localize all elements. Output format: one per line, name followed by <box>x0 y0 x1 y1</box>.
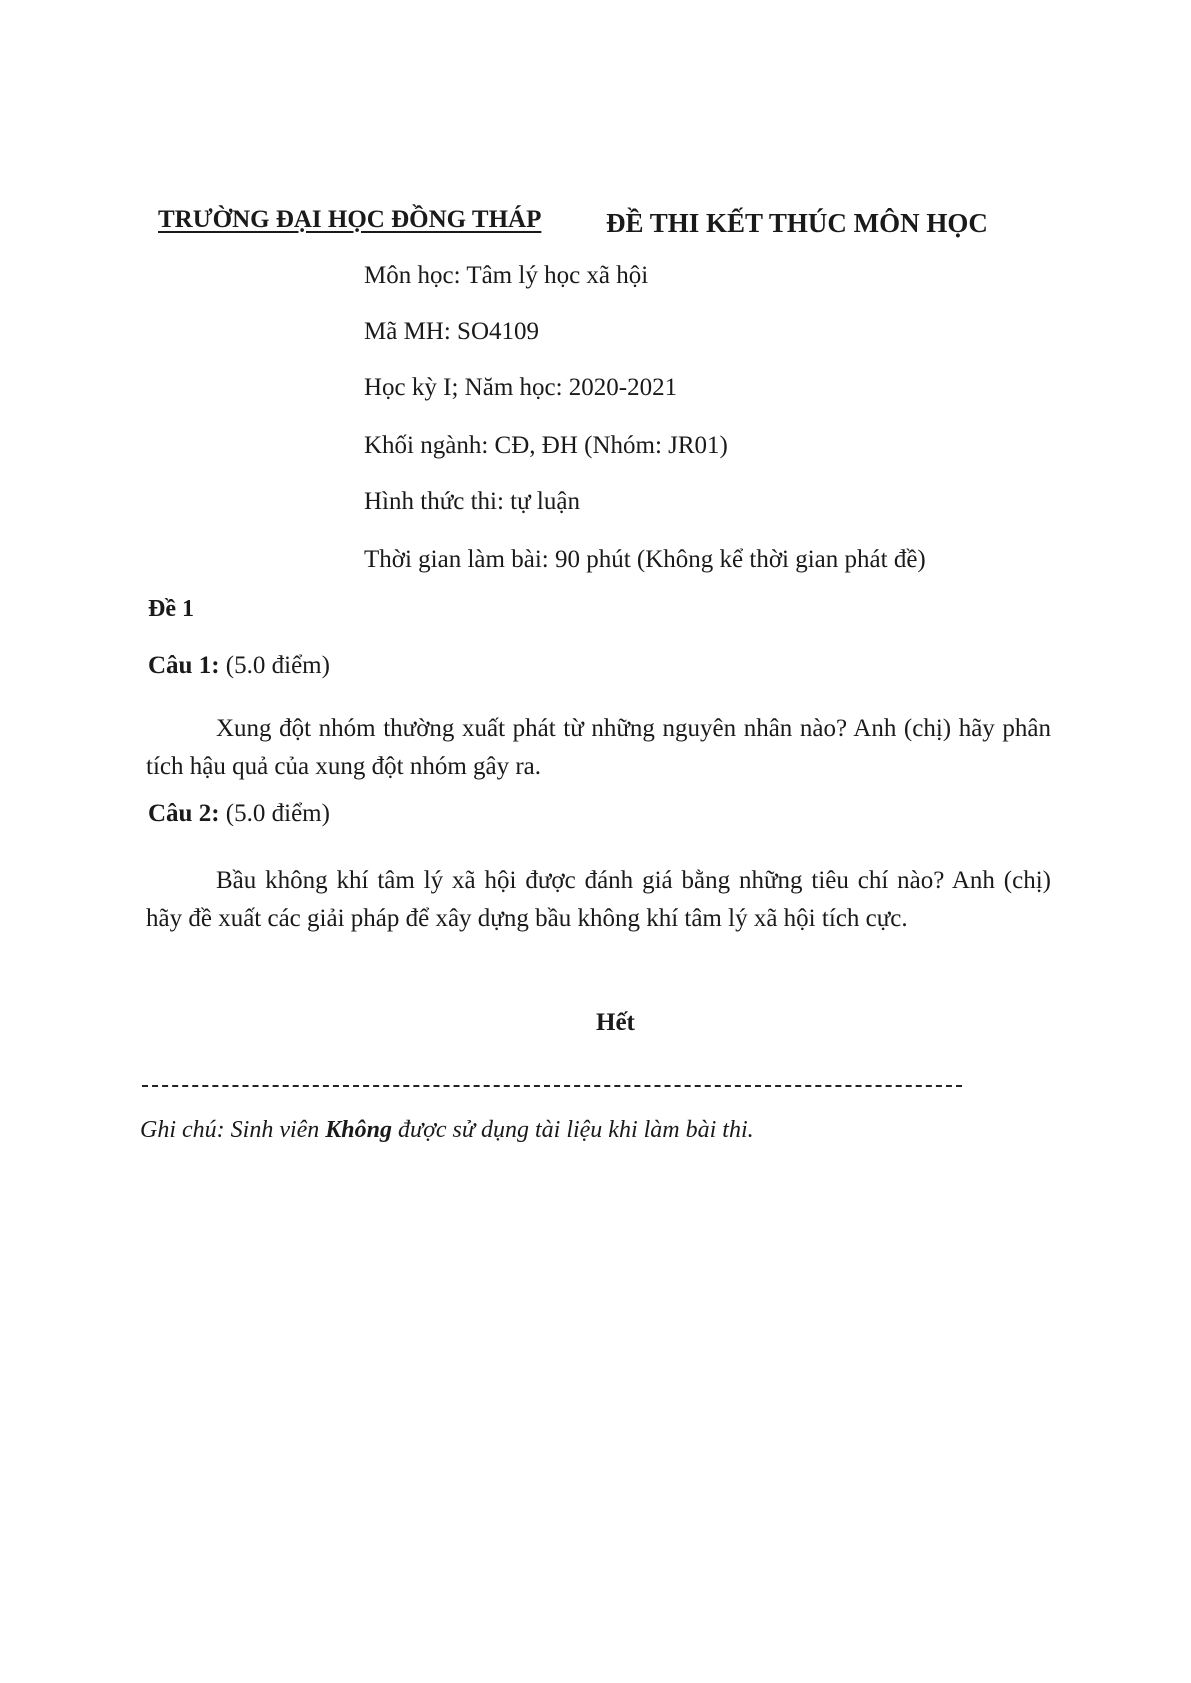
exam-variant-title: Đề 1 <box>148 596 194 622</box>
subject-line: Môn học: Tâm lý học xã hội <box>364 262 649 289</box>
group-line: Khối ngành: CĐ, ĐH (Nhóm: JR01) <box>364 432 728 459</box>
dashed-divider <box>142 1085 962 1087</box>
footnote-suffix: được sử dụng tài liệu khi làm bài thi. <box>392 1117 754 1143</box>
question-2-points: (5.0 điểm) <box>225 800 330 827</box>
question-1-label: Câu 1: <box>148 652 220 679</box>
question-1-header <box>148 652 330 680</box>
question-1-points: (5.0 điểm) <box>225 652 330 679</box>
question-1-text: Xung đột nhóm thường xuất phát từ những nguyên nhân nào? Anh (chị) hãy phân tích hậu quả của xung đột nhóm gây ra. <box>146 715 1051 780</box>
term-line: Học kỳ I; Năm học: 2020-2021 <box>364 374 678 401</box>
footnote-emphasis: Không <box>325 1117 392 1143</box>
footnote <box>140 1117 754 1144</box>
question-2-text: Bầu không khí tâm lý xã hội được đánh giá bằng những tiêu chí nào? Anh (chị) hãy đề xuất các giải pháp để xây dựng bầu không khí tâm lý xã hội tích cực. <box>146 867 1051 932</box>
university-name: TRƯỜNG ĐẠI HỌC ĐỒNG THÁP <box>158 206 542 233</box>
course-code-line: Mã MH: SO4109 <box>364 318 540 345</box>
exam-title: ĐỀ THI KẾT THÚC MÔN HỌC <box>606 208 988 238</box>
duration-line: Thời gian làm bài: 90 phút (Không kể thời gian phát đề) <box>364 546 926 573</box>
end-mark: Hết <box>596 1009 635 1036</box>
footnote-prefix: Ghi chú: Sinh viên <box>140 1117 326 1143</box>
question-2-label: Câu 2: <box>148 800 220 827</box>
question-2-header <box>148 800 330 828</box>
exam-format-line: Hình thức thi: tự luận <box>364 488 580 515</box>
